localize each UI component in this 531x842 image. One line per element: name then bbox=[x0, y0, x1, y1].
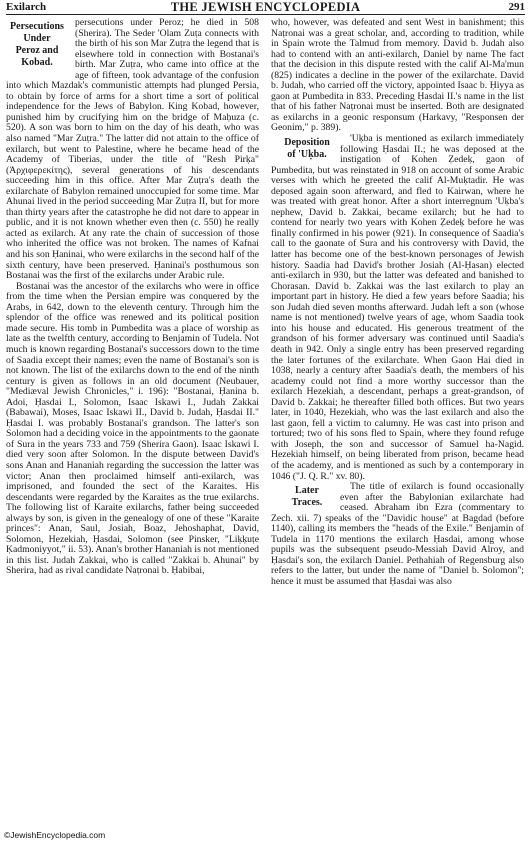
paragraph: Persecutions Under Peroz and Kobad. persecutions under Peroz; he died in 508 (Sherira). The Seder 'Olam Zuṭa connects with the birth of his son Mar Zuṭra the legend that is elsewhere told in connection with Bostanai's birth. Mar Zuṭra, who came into office at the age of fifteen, took advantage of the confusion into which Mazdak's communistic attempts had plunged Persia, to obtain by force of arms for a short time a sort of political independence for the Jews of Babylon. King Kobad, however, punished him by crucifying him on the bridge of Maḥuza (c. 520). A son was born to him on the day of his death, who was also named "Mar Zuṭra." The latter did not attain to the office of exilarch, but went to Palestine, where he became head of the Academy of Tiberias, under the title of "Resh Pirḳa" (Ἀρχιφερεκίτης), several generations of his descendants succeeding him in this office. After Mar Zuṭra's death the exilarchate of Babylon remained unoccupied for some time. Mar Ahunai lived in the period succeeding Mar Zuṭra II, but for more than thirty years after the catastrophe he did not dare to appear in public, and it is not known whether even then (c. 550) he really acted as exilarch. At any rate the chain of succession of those who inherited the office was not broken. The names of Kafnai and his son Ḥaninai, who were exilarchs in the second half of the sixth century, have been preserved. Ḥaninai's posthumous son Bostanai was the first of the exilarchs under Arabic rule. bbox=[6, 18, 259, 282]
paragraph: Later Traces. The title of exilarch is found occasionally even after the Babylonian exilarchate had ceased. Abraham ibn Ezra (commentary to Zech. xii. 7) speaks of the "Davidic house" at Bagdad (before 1140), calling its members the "heads of the Exile." Benjamin of Tudela in 1170 mentions the exilarch Ḥasdai, among whose pupils was the subsequent pseudo-Messiah David Alroy, and Ḥasdai's son, the exilarch Daniel. Pethahiah of Regensburg also refers to the latter, but under the name of "Daniel b. Solomon"; hence it must be assumed that Ḥasdai was also bbox=[271, 481, 524, 587]
right-column bbox=[271, 18, 524, 836]
left-column bbox=[6, 18, 259, 836]
sidenote-later-traces: Later Traces. bbox=[291, 485, 323, 509]
paragraph: who, however, was defeated and sent West in banishment; this Naṭronai was a great scholar, and, according to tradition, while in Spain wrote the Talmud from memory. David b. Judah also had to contend with an anti-exilarch, Daniel by name The fact that the decision in this dispute rested with the calif Al-Ma'mun (825) indicates a decline in the power of the exilarchate. David b. Judah, who carried off the victory, appointed Isaac b. Ḥiyya as gaon at Pumbedita in 833. Preceding Ḥasdai II.'s name in the list that of his father Naṭronai must be inserted. Both are designated as exilarchs in a geonic responsum (Harkavy, "Responsen der Geonim," p. 389). bbox=[271, 18, 524, 134]
running-header bbox=[6, 1, 525, 15]
header-publication-title: THE JEWISH ENCYCLOPEDIA bbox=[170, 0, 361, 14]
paragraph: Bostanai was the ancestor of the exilarchs who were in office from the time when the Persian empire was conquered by the Arabs, in 642, down to the eleventh century. Through him the splendor of the office was renewed and its political position made secure. His tomb in Pumbedita was a place of worship as late as the twelfth century, according to Benjamin of Tudela. Not much is known regarding Bostanai's successors down to the time of Saadia except their names; even the name of Bostanai's son is not known. The list of the exilarchs down to the end of the ninth century is given as follows in an old document (Neubauer, "Mediæval Jewish Chronicles," i. 196): "Bostanai, Ḥanina b. Adoi, Ḥasdai I., Solomon, Isaac Iskawi I., Judah Zakkai (Babawai), Moses, Isaac Iskawi II., David b. Judah, Ḥasdai II." Ḥasdai I. was probably Bostanai's grandson. The latter's son Solomon had a deciding voice in the appointments to the gaonate of Sura in the years 733 and 759 (Sherira Gaon). Isaac Iskawi I. died very soon after Solomon. In the dispute between David's sons Anan and Hananiah regarding the succession the latter was victor; Anan then proclaimed himself anti-exilarch, was imprisoned, and founded the sect of the Karaites. His descendants were regarded by the Karaites as the true exilarchs. The following list of Karaite exilarchs, father being succeeded always by son, is given in the genealogy of one of these "Karaite princes": Anan, Saul, Josiah, Boaz, Jehoshaphat, David, Solomon, Hezekiah, Ḥasdai, Solomon (see Pinsker, "Liḳḳuṭe Ḳadmoniyyot," ii. 53). Anan's brother Hananiah is not mentioned in this list. Judah Zakkai, who is called "Zakkai b. Ahunai" by Sherira, had as rival candidate Naṭronai b. Ḥabibai, bbox=[6, 280, 259, 577]
sidenote-deposition: Deposition of 'Uḳba. bbox=[284, 137, 330, 161]
header-page-number: 291 bbox=[508, 1, 525, 13]
header-section-title: Exilarch bbox=[6, 1, 47, 13]
paragraph: Deposition of 'Uḳba. 'Uḳba is mentioned as exilarch immediately following Ḥasdai II.; he was deposed at the instigation of Kohen Ẓedeḳ, gaon of Pumbedita, but was reinstated in 918 on account of some Arabic verses with which he greeted the calif Al-Muḳtadir. He was deposed again soon afterward, and fled to Kairwan, where he was treated with great honor. After a short interregnum 'Uḳba's nephew, David b. Zakkai, became exilarch; but he had to contend for nearly two years with Kohen Ẓedeḳ before he was finally confirmed in his power (921). In consequence of Saadia's call to the gaonate of Sura and his controversy with David, the latter has become one of the best-known personages of Jewish history. Saadia had David's brother Josiah (Al-Ḥasan) elected anti-exilarch in 930, but the latter was defeated and banished to Chorasan. David b. Zakkai was the last exilarch to play an important part in history. He died a few years before Saadia; his son Judah died seven months afterward. Judah left a son (whose name is not mentioned) twelve years of age, whom Saadia took into his house and educated. His generous treatment of the grandson of his former adversary was continued until Saadia's death in 942. Only a single entry has been preserved regarding the later fortunes of the exilarchate. When Gaon Hai died in 1038, nearly a century after Saadia's death, the members of his academy could not find a more worthy successor than the exilarch Hezekiah, a descendant, perhaps a great-grandson, of David b. Zakkai; he thereafter filled both offices. But two years later, in 1040, Hezekiah, who was the last exilarch and also the last gaon, fell a victim to calumny. He was cast into prison and tortured; two of his sons fled to Spain, where they found refuge with Joseph, the son and successor of Samuel ha-Nagid. Hezekiah himself, on being liberated from prison, became head of the academy, and is mentioned as such by a contemporary in 1046 ("J. Q. R." xv. 80). bbox=[271, 133, 524, 482]
sidenote-persecutions: Persecutions Under Peroz and Kobad. bbox=[10, 21, 64, 68]
footer-watermark: ©JewishEncyclopedia.com bbox=[4, 830, 106, 840]
